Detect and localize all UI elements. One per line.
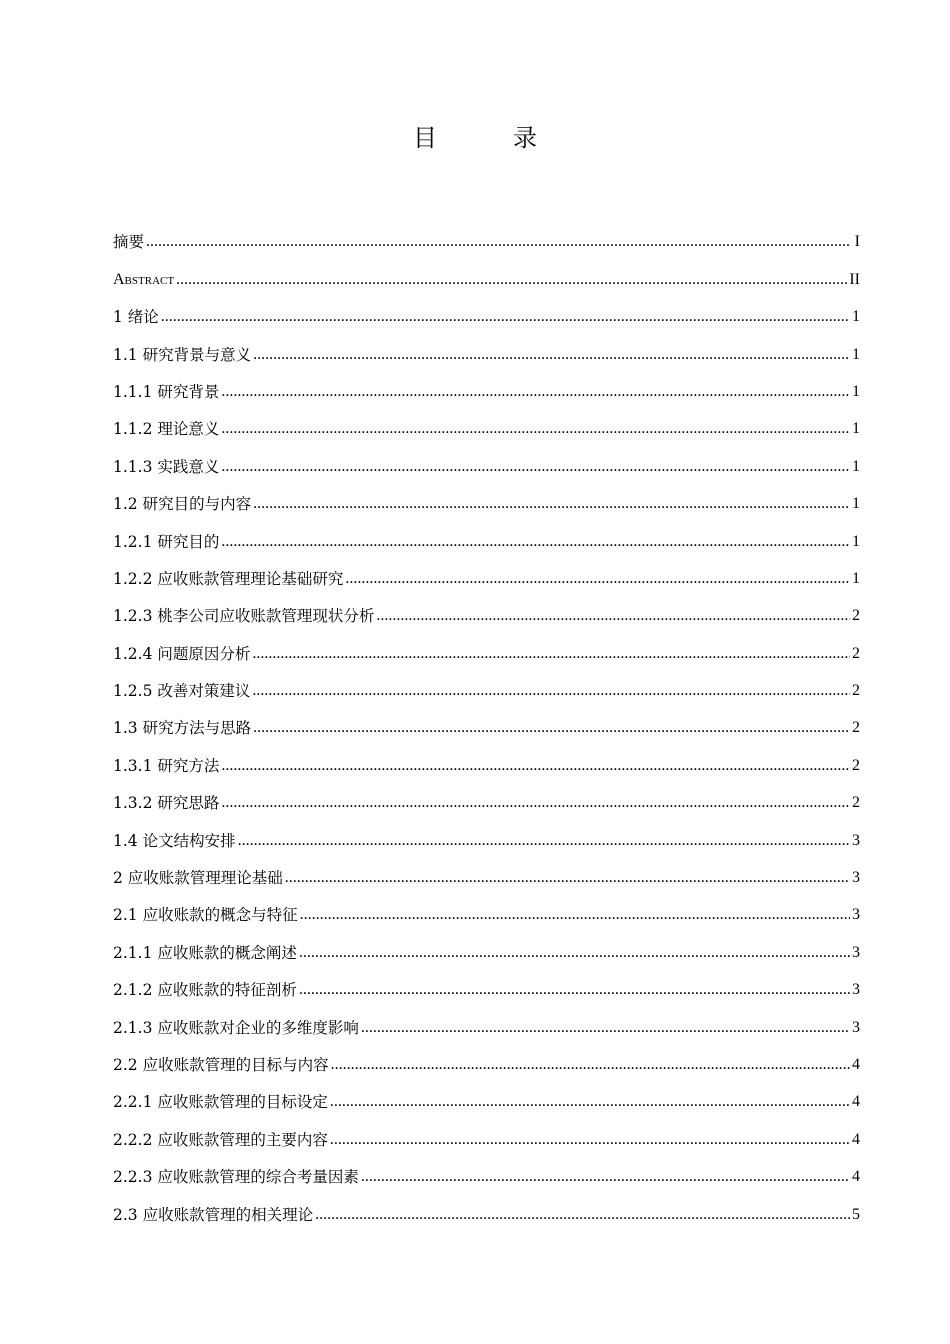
toc-entry-label: 2 应收账款管理理论基础 — [113, 869, 283, 888]
toc-dot-leader — [315, 1202, 850, 1228]
toc-entry-page-number: 1 — [852, 382, 860, 400]
toc-entry-label: 1 绪论 — [113, 308, 159, 327]
toc-entry-label: 1.2.3 桃李公司应收账款管理现状分析 — [113, 607, 375, 626]
toc-entry-page-number: I — [854, 233, 860, 251]
toc-entry-page-number: 2 — [852, 794, 860, 812]
toc-entry[interactable] — [113, 1190, 860, 1227]
toc-dot-leader — [221, 416, 850, 442]
toc-entry-label: 1.2.5 改善对策建议 — [113, 682, 251, 701]
toc-entry[interactable] — [113, 480, 860, 517]
toc-entry-label: Abstract — [113, 270, 175, 288]
toc-entry[interactable] — [113, 405, 860, 442]
toc-entry-page-number: 1 — [852, 420, 860, 438]
toc-entry-page-number: 2 — [852, 682, 860, 700]
toc-dot-leader — [252, 678, 850, 704]
toc-dot-leader — [221, 379, 850, 405]
toc-entry[interactable] — [113, 1153, 860, 1190]
toc-entry-page-number: 2 — [852, 644, 860, 662]
toc-dot-leader — [330, 1089, 850, 1115]
toc-entry-label: 1.1.2 理论意义 — [113, 420, 220, 439]
toc-entry[interactable] — [113, 629, 860, 666]
toc-entry[interactable] — [113, 442, 860, 479]
toc-entry-page-number: 2 — [852, 719, 860, 737]
toc-entry-label: 1.2.2 应收账款管理理论基础研究 — [113, 569, 344, 588]
toc-entry-label: 2.1 应收账款的概念与特征 — [113, 906, 298, 925]
toc-entry-page-number: 1 — [852, 495, 860, 513]
toc-entry-page-number: 1 — [852, 308, 860, 326]
toc-entry[interactable] — [113, 255, 860, 292]
toc-entry[interactable] — [113, 1078, 860, 1115]
toc-entry[interactable] — [113, 293, 860, 330]
toc-entry-page-number: 1 — [852, 532, 860, 550]
toc-entry[interactable] — [113, 779, 860, 816]
toc-entry-page-number: 3 — [852, 943, 860, 961]
toc-entry-label: 摘要 — [113, 233, 145, 252]
toc-entry[interactable] — [113, 368, 860, 405]
toc-entry-page-number: 4 — [852, 1055, 860, 1073]
toc-entry-label: 2.2.1 应收账款管理的目标设定 — [113, 1093, 328, 1112]
toc-entry[interactable] — [113, 854, 860, 891]
toc-entry[interactable] — [113, 816, 860, 853]
toc-dot-leader — [221, 790, 850, 816]
toc-entry-label: 1.3.1 研究方法 — [113, 756, 220, 775]
toc-entry[interactable] — [113, 555, 860, 592]
toc-dot-leader — [176, 267, 847, 293]
toc-entry-label: 2.3 应收账款管理的相关理论 — [113, 1205, 314, 1224]
toc-list — [113, 218, 860, 1228]
toc-entry-label: 1.1.1 研究背景 — [113, 382, 220, 401]
toc-entry-page-number: 4 — [852, 1093, 860, 1111]
toc-entry-label: 2.1.3 应收账款对企业的多维度影响 — [113, 1018, 359, 1037]
toc-dot-leader — [300, 902, 850, 928]
toc-entry-label: 1.2 研究目的与内容 — [113, 495, 252, 514]
toc-dot-leader — [146, 229, 850, 255]
toc-entry-label: 1.1 研究背景与意义 — [113, 345, 252, 364]
toc-entry[interactable] — [113, 704, 860, 741]
toc-dot-leader — [361, 1015, 850, 1041]
toc-entry-label: 1.2.4 问题原因分析 — [113, 644, 251, 663]
toc-entry-page-number: 4 — [852, 1130, 860, 1148]
toc-entry[interactable] — [113, 330, 860, 367]
toc-title: 目 录 — [413, 124, 563, 152]
toc-entry-label: 1.4 论文结构安排 — [113, 831, 236, 850]
toc-dot-leader — [345, 566, 850, 592]
toc-dot-leader — [361, 1164, 850, 1190]
toc-entry-page-number: 3 — [852, 1018, 860, 1036]
toc-entry[interactable] — [113, 1003, 860, 1040]
toc-dot-leader — [330, 1127, 850, 1153]
toc-entry-label: 1.3 研究方法与思路 — [113, 719, 252, 738]
toc-entry-label: 2.1.2 应收账款的特征剖析 — [113, 981, 297, 1000]
toc-entry[interactable] — [113, 667, 860, 704]
toc-entry-page-number: 1 — [852, 569, 860, 587]
toc-entry-label: 2.2 应收账款管理的目标与内容 — [113, 1055, 329, 1074]
toc-entry-label: 2.1.1 应收账款的概念阐述 — [113, 943, 297, 962]
toc-entry[interactable] — [113, 1115, 860, 1152]
toc-entry[interactable] — [113, 592, 860, 629]
toc-entry-page-number: 2 — [852, 607, 860, 625]
toc-entry-label: 2.2.3 应收账款管理的综合考量因素 — [113, 1168, 359, 1187]
toc-entry[interactable] — [113, 966, 860, 1003]
toc-dot-leader — [161, 304, 850, 330]
toc-entry[interactable] — [113, 928, 860, 965]
toc-entry-label: 1.2.1 研究目的 — [113, 532, 220, 551]
toc-dot-leader — [253, 715, 850, 741]
toc-dot-leader — [252, 641, 850, 667]
toc-dot-leader — [299, 940, 850, 966]
toc-dot-leader — [331, 1052, 850, 1078]
toc-entry-page-number: 5 — [852, 1205, 860, 1223]
toc-entry[interactable] — [113, 517, 860, 554]
toc-dot-leader — [376, 603, 850, 629]
toc-entry-page-number: 3 — [852, 981, 860, 999]
toc-dot-leader — [221, 529, 850, 555]
toc-entry-page-number: 2 — [852, 756, 860, 774]
toc-entry-page-number: 3 — [852, 831, 860, 849]
toc-dot-leader — [253, 491, 850, 517]
toc-entry-page-number: 1 — [852, 345, 860, 363]
toc-dot-leader — [299, 977, 850, 1003]
toc-entry[interactable] — [113, 218, 860, 255]
toc-dot-leader — [238, 828, 850, 854]
toc-dot-leader — [221, 454, 850, 480]
toc-dot-leader — [253, 342, 850, 368]
toc-entry[interactable] — [113, 891, 860, 928]
toc-entry-label: 2.2.2 应收账款管理的主要内容 — [113, 1130, 328, 1149]
toc-entry-page-number: 4 — [852, 1168, 860, 1186]
toc-entry-page-number: 3 — [852, 869, 860, 887]
toc-entry-page-number: 3 — [852, 906, 860, 924]
toc-entry[interactable] — [113, 741, 860, 778]
toc-entry-label: 1.1.3 实践意义 — [113, 457, 220, 476]
toc-entry-label: 1.3.2 研究思路 — [113, 794, 220, 813]
toc-entry-page-number: 1 — [852, 457, 860, 475]
toc-entry[interactable] — [113, 1041, 860, 1078]
toc-entry-page-number: II — [849, 270, 860, 288]
toc-dot-leader — [221, 753, 850, 779]
toc-dot-leader — [285, 865, 850, 891]
